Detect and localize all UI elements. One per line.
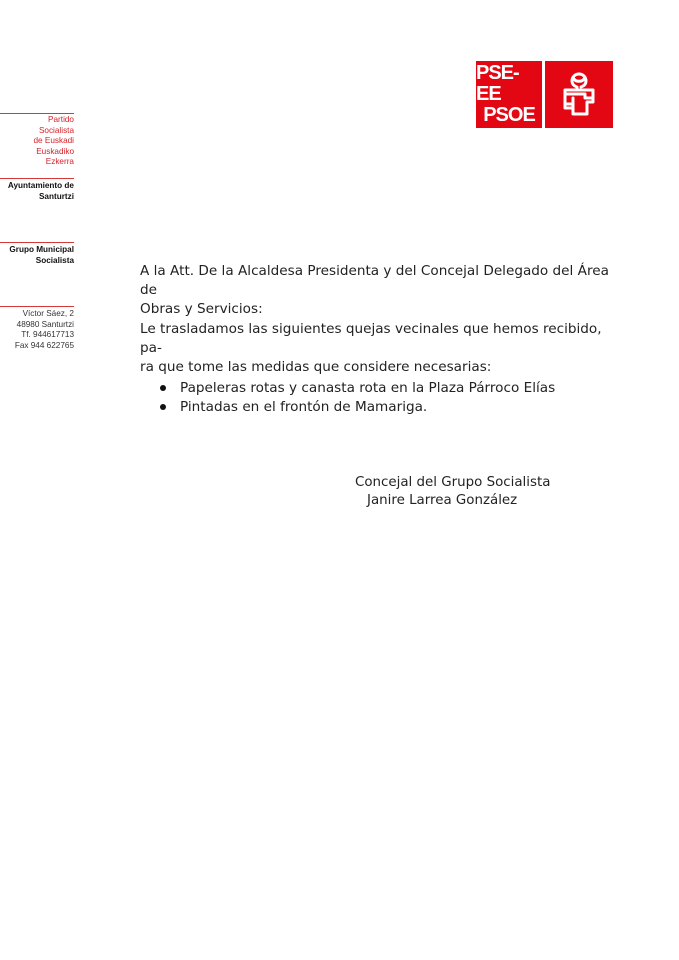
address-line: Tf. 944617713 [21, 330, 74, 339]
municipal-group-name [0, 245, 74, 266]
sidebar-divider [0, 113, 74, 114]
letter-body [140, 320, 610, 377]
council-name-line: Santurtzi [38, 191, 74, 201]
logo-line-1: PSE-EE [476, 62, 519, 105]
body-line: Le trasladamos las siguientes quejas vecinales que hemos recibido, pa- [140, 321, 602, 356]
list-item-text: Papeleras rotas y canasta rota en la Plaza Párroco Elías [180, 380, 556, 396]
address-line: Fax 944 622765 [14, 340, 74, 350]
group-name-line: Socialista [35, 255, 74, 265]
fist-and-rose-icon [545, 61, 613, 128]
party-name [0, 115, 74, 168]
addressee-line: A la Att. De la Alcaldesa Presidenta y del Concejal Delegado del Área de [140, 263, 609, 298]
list-item [140, 379, 610, 398]
addressee-line: Obras y Servicios: [140, 301, 263, 317]
list-item-text: Pintadas en el frontón de Mamariga. [180, 399, 428, 415]
contact-address [0, 309, 74, 351]
signature-role: Concejal del Grupo Socialista [355, 475, 551, 490]
body-line: ra que tome las medidas que considere necesarias: [140, 359, 492, 375]
bullet-icon [160, 385, 166, 391]
address-line: Víctor Sáez, 2 [22, 309, 74, 318]
bullet-icon [160, 404, 166, 410]
party-logo [476, 61, 613, 128]
party-name-line: Ezkerra [45, 157, 74, 166]
sidebar-divider [0, 306, 74, 307]
signature-block [355, 474, 615, 510]
complaint-list [140, 379, 610, 417]
party-name-line: de Euskadi [33, 136, 74, 145]
signature-name: Janire Larrea González [367, 493, 518, 508]
party-name-line: Partido [48, 115, 74, 124]
logo-wordmark [476, 61, 542, 128]
council-name [0, 181, 74, 202]
address-line: 48980 Santurtzi [16, 319, 74, 329]
sidebar-divider [0, 178, 74, 179]
party-name-line: Socialista [38, 125, 74, 135]
council-name-line: Ayuntamiento de [7, 181, 74, 190]
list-item [140, 398, 610, 417]
letter-addressee [140, 262, 610, 319]
logo-line-2: PSOE [483, 104, 535, 126]
party-name-line: Euskadiko [36, 146, 74, 156]
sidebar-divider [0, 242, 74, 243]
group-name-line: Grupo Municipal [9, 245, 74, 254]
